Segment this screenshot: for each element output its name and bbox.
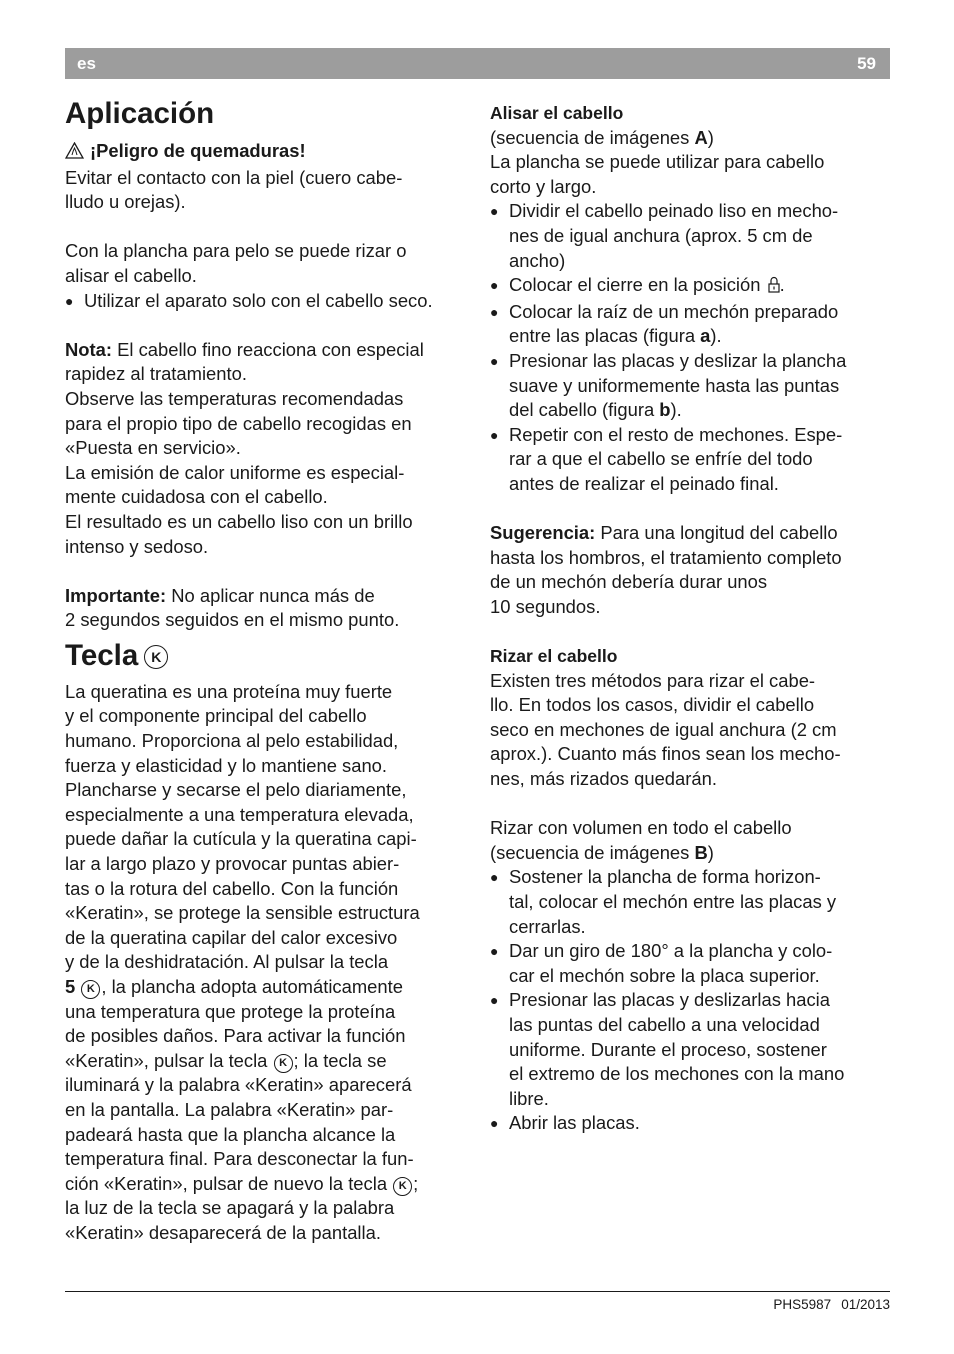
seq-letter: B bbox=[694, 841, 708, 863]
step-line: Sostener la plancha de forma horizon- bbox=[509, 866, 821, 888]
button-number: 5 bbox=[65, 976, 76, 997]
step-line: tal, colocar el mechón entre las placas y bbox=[509, 891, 837, 912]
step-line: libre. bbox=[509, 1087, 549, 1109]
warning-line-1: Evitar el contacto con la piel (cuero cabe- bbox=[65, 166, 403, 188]
tecla-line: lar a largo plazo y provocar puntas abier- bbox=[65, 853, 400, 875]
rizar-line: nes, más rizados quedarán. bbox=[490, 768, 717, 790]
volumen-line: Rizar con volumen en todo el cabello bbox=[490, 817, 792, 839]
seq-text: (secuencia de imágenes bbox=[490, 841, 695, 863]
model-number: PHS5987 bbox=[773, 1297, 832, 1312]
intro-line-2: alisar el cabello. bbox=[65, 264, 197, 286]
tecla-line: padeará hasta que la plancha alcance la bbox=[65, 1123, 396, 1145]
seq-text: (secuencia de imágenes bbox=[490, 126, 695, 148]
list-item bbox=[490, 349, 890, 423]
note-first-line bbox=[65, 338, 465, 363]
step-line: Repetir con el resto de mechones. Espe- bbox=[509, 423, 843, 445]
lock-icon bbox=[768, 275, 780, 300]
tecla-line bbox=[65, 1049, 465, 1074]
step-line: entre las placas (figura bbox=[509, 325, 701, 347]
keratin-button-icon: K bbox=[274, 1054, 293, 1073]
note-line: rapidez al tratamiento. bbox=[65, 363, 247, 385]
tecla-line: de posibles daños. Para activar la función bbox=[65, 1025, 406, 1047]
list-item: ● Abrir las placas. bbox=[490, 1111, 890, 1136]
note-line: La emisión de calor uniforme es especial- bbox=[65, 461, 405, 483]
figure-ref: b bbox=[659, 399, 671, 421]
step-line: . bbox=[779, 274, 785, 296]
warning-line-2: lludo u orejas). bbox=[65, 191, 186, 213]
seq-text: ) bbox=[707, 126, 714, 148]
step-line: cerrarlas. bbox=[509, 915, 586, 937]
seq-letter: A bbox=[694, 126, 708, 148]
language-code: es bbox=[77, 54, 96, 73]
rizar-steps-list bbox=[490, 865, 890, 1136]
tecla-line: de la queratina capilar del calor excesivo bbox=[65, 926, 398, 948]
rizar-line: seco en mechones de igual anchura (2 cm bbox=[490, 718, 837, 740]
list-item bbox=[490, 865, 890, 939]
list-item: ● Utilizar el aparato solo con el cabello seco. bbox=[65, 289, 465, 314]
tecla-line: una temperatura que protege la proteína bbox=[65, 1000, 396, 1022]
volumen-sequence bbox=[490, 841, 890, 866]
tecla-line: La queratina es una proteína muy fuerte bbox=[65, 680, 393, 702]
note-text: El cabello fino reacciona con especial bbox=[112, 338, 424, 360]
tecla-text: «Keratin», pulsar la tecla bbox=[65, 1049, 268, 1071]
note-line: Observe las temperaturas recomendadas bbox=[65, 387, 404, 409]
note-line: para el propio tipo de cabello recogidas en bbox=[65, 412, 412, 434]
rizar-line: Existen tres métodos para rizar el cabe- bbox=[490, 669, 816, 691]
list-item bbox=[490, 273, 890, 300]
warning-triangle-icon bbox=[65, 141, 84, 166]
tecla-line bbox=[65, 975, 465, 1000]
note-line: «Puesta en servicio». bbox=[65, 437, 241, 459]
keratin-button-icon: K bbox=[81, 980, 100, 999]
keratin-button-icon: K bbox=[393, 1177, 412, 1196]
keratin-button-icon: K bbox=[144, 645, 168, 669]
tecla-line: iluminará y la palabra «Keratin» aparecerá bbox=[65, 1074, 412, 1096]
tecla-line: en la pantalla. La palabra «Keratin» par- bbox=[65, 1098, 394, 1120]
tecla-text: ; la tecla se bbox=[293, 1049, 387, 1071]
intro-line-1: Con la plancha para pelo se puede rizar o bbox=[65, 240, 407, 262]
step-line: el extremo de los mechones con la mano bbox=[509, 1063, 845, 1085]
intro-bullet-list bbox=[65, 289, 465, 314]
rizar-line: llo. En todos los casos, dividir el cabello bbox=[490, 694, 815, 716]
tecla-text: , la plancha adopta automáticamente bbox=[101, 976, 403, 997]
note-line: intenso y sedoso. bbox=[65, 535, 209, 557]
page-header-bar bbox=[65, 48, 890, 79]
step-line: ). bbox=[670, 399, 682, 421]
warning-heading bbox=[65, 139, 465, 166]
tecla-line bbox=[65, 1172, 465, 1197]
rizar-line: aprox.). Cuanto más finos sean los mecho- bbox=[490, 743, 841, 765]
tecla-line: y el componente principal del cabello bbox=[65, 705, 367, 727]
tecla-line: humano. Proporciona al pelo estabilidad, bbox=[65, 730, 399, 752]
step-line: uniforme. Durante el proceso, sostener bbox=[509, 1038, 827, 1060]
section-title-aplicacion: Aplicación bbox=[65, 97, 215, 130]
step-line: suave y uniformemente hasta las puntas bbox=[509, 374, 840, 396]
list-item bbox=[490, 988, 890, 1111]
tecla-line: Plancharse y secarse el pelo diariamente, bbox=[65, 779, 407, 801]
seq-text: ) bbox=[707, 841, 714, 863]
warning-title: ¡Peligro de quemaduras! bbox=[90, 140, 306, 161]
important-second-line: 2 segundos seguidos en el mismo punto. bbox=[65, 609, 400, 631]
tip-line: 10 segundos. bbox=[490, 595, 601, 617]
step-line: Dividir el cabello peinado liso en mecho- bbox=[509, 200, 839, 222]
subheading-alisar: Alisar el cabello bbox=[490, 103, 624, 123]
tecla-line: tas o la rotura del cabello. Con la función bbox=[65, 877, 399, 899]
step-line: car el mechón sobre la placa superior. bbox=[509, 964, 820, 986]
section-title-tecla bbox=[65, 637, 465, 675]
tecla-text: ción «Keratin», pulsar de nuevo la tecla bbox=[65, 1172, 388, 1194]
step-line: Presionar las placas y deslizarlas hacia bbox=[509, 989, 830, 1011]
list-item bbox=[490, 939, 890, 988]
tip-text: Para una longitud del cabello bbox=[595, 522, 838, 544]
edition-date: 01/2013 bbox=[841, 1297, 890, 1312]
right-column bbox=[490, 101, 890, 1136]
alisar-intro-line: corto y largo. bbox=[490, 175, 597, 197]
tecla-line: fuerza y elasticidad y lo mantiene sano. bbox=[65, 754, 388, 776]
important-label: Importante: bbox=[65, 584, 167, 606]
note-label: Nota: bbox=[65, 338, 112, 360]
alisar-intro-line: La plancha se puede utilizar para cabello bbox=[490, 151, 825, 173]
list-item bbox=[490, 300, 890, 349]
tecla-line: «Keratin» desaparecerá de la pantalla. bbox=[65, 1221, 381, 1243]
important-text: No aplicar nunca más de bbox=[166, 584, 375, 606]
tecla-line: «Keratin», se protege la sensible estructura bbox=[65, 902, 420, 924]
subheading-rizar: Rizar el cabello bbox=[490, 646, 618, 667]
alisar-steps-list bbox=[490, 199, 890, 496]
step-line: Dar un giro de 180° a la plancha y colo- bbox=[509, 940, 833, 962]
tecla-title-text: Tecla bbox=[65, 638, 139, 672]
figure-ref: a bbox=[700, 325, 711, 347]
tecla-line: puede dañar la cutícula y la queratina capi- bbox=[65, 828, 417, 850]
step-line: antes de realizar el peinado final. bbox=[509, 472, 779, 494]
list-item bbox=[490, 423, 890, 497]
tip-line: hasta los hombros, el tratamiento completo bbox=[490, 546, 842, 568]
step-line: Presionar las placas y deslizar la plancha bbox=[509, 349, 847, 371]
step-line: Colocar el cierre en la posición bbox=[509, 274, 761, 296]
footer-divider bbox=[65, 1291, 890, 1292]
note-line: mente cuidadosa con el cabello. bbox=[65, 486, 328, 508]
left-column bbox=[65, 96, 465, 1246]
alisar-sequence bbox=[490, 126, 890, 151]
tip-line: de un mechón debería durar unos bbox=[490, 571, 768, 593]
step-line: las puntas del cabello a una velocidad bbox=[509, 1013, 820, 1035]
tecla-line: especialmente a una temperatura elevada, bbox=[65, 803, 414, 825]
tecla-text: ; bbox=[413, 1172, 419, 1194]
tip-first-line bbox=[490, 521, 890, 546]
tecla-line: y de la deshidratación. Al pulsar la tecla bbox=[65, 951, 389, 973]
step-line: rar a que el cabello se enfríe del todo bbox=[509, 448, 813, 470]
page-footer bbox=[773, 1297, 890, 1312]
tecla-line: temperatura final. Para desconectar la fun- bbox=[65, 1148, 414, 1170]
step-line: ). bbox=[710, 325, 722, 347]
note-line: El resultado es un cabello liso con un brillo bbox=[65, 510, 413, 532]
page-number: 59 bbox=[857, 54, 876, 73]
step-line: ancho) bbox=[509, 249, 566, 271]
list-item bbox=[490, 199, 890, 273]
step-line: Colocar la raíz de un mechón preparado bbox=[509, 300, 839, 322]
step-line: del cabello (figura bbox=[509, 399, 660, 421]
step-line: nes de igual anchura (aprox. 5 cm de bbox=[509, 224, 813, 246]
tip-label: Sugerencia: bbox=[490, 522, 596, 544]
tecla-line: la luz de la tecla se apagará y la palabra bbox=[65, 1197, 395, 1219]
important-first-line bbox=[65, 584, 465, 609]
